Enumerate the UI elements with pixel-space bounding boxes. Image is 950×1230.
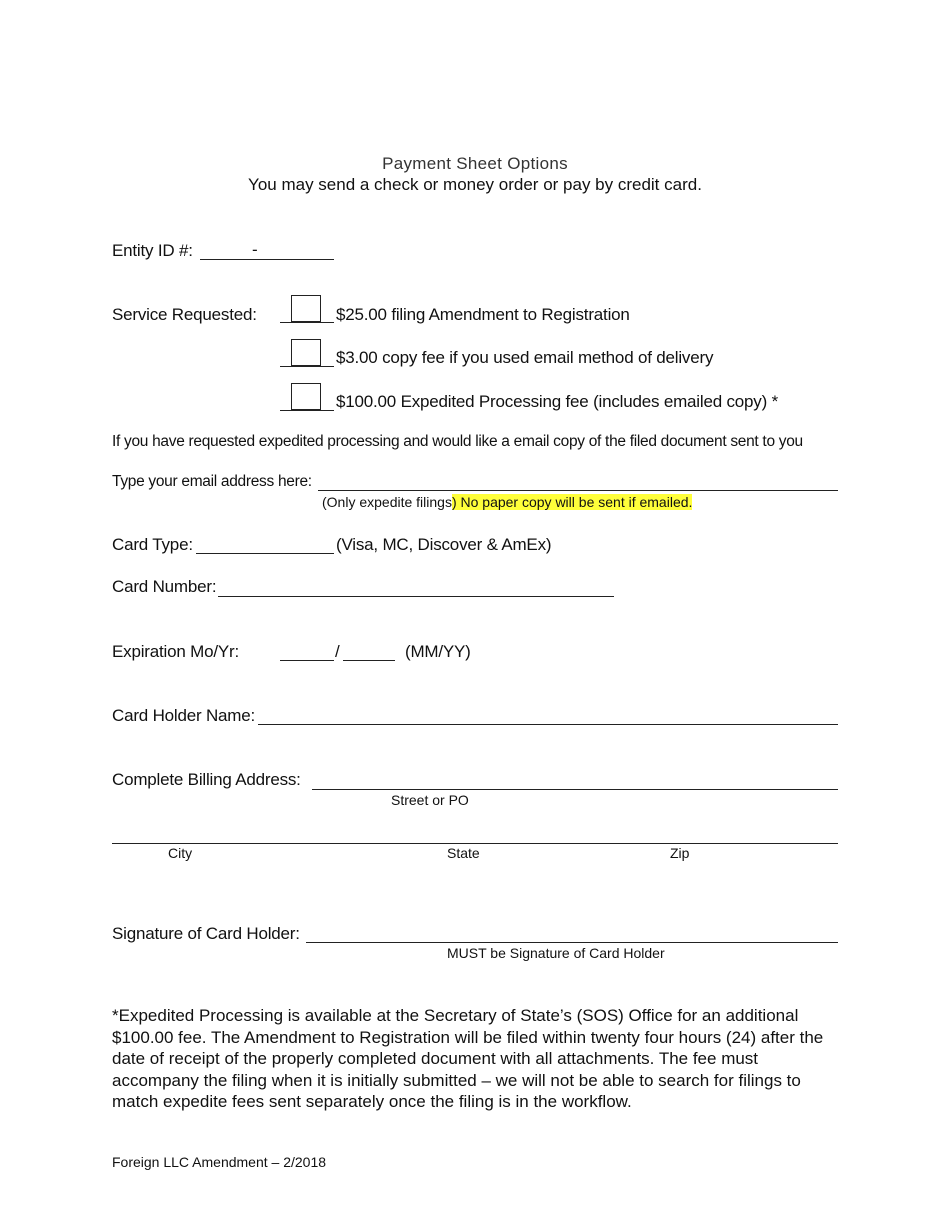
expedite-note: If you have requested expedited processing and would like a email copy of the filed document sent to you — [112, 433, 803, 450]
expiration-hint: (MM/YY) — [405, 642, 471, 661]
service-option-3-label: $100.00 Expedited Processing fee (includes emailed copy) * — [336, 392, 779, 411]
page-subtitle: You may send a check or money order or pay by credit card. — [248, 175, 702, 194]
billing-address-label: Complete Billing Address: — [112, 770, 301, 789]
expiration-slash: / — [335, 642, 340, 661]
service-option-3-checkbox[interactable] — [291, 383, 321, 410]
signature-caption: MUST be Signature of Card Holder — [447, 945, 665, 961]
expiration-year-input[interactable] — [343, 660, 395, 661]
card-number-input[interactable] — [218, 596, 614, 597]
service-option-3-line — [280, 410, 334, 411]
expedite-footnote: *Expedited Processing is available at the Secretary of State’s (SOS) Office for an additional $100.00 fee. The Amendment to Registration will be filed within twenty four hours (24) after the date of receipt of the properly completed document with all attachments. The fee must accompany the filing when it is initially submitted – we will not be able to search for filings to match expedite fees sent separately once the filing is in the workflow. — [112, 1006, 824, 1111]
entity-id-label: Entity ID #: — [112, 241, 193, 260]
service-option-2-checkbox[interactable] — [291, 339, 321, 366]
billing-street-caption: Street or PO — [391, 792, 469, 808]
form-footer: Foreign LLC Amendment – 2/2018 — [112, 1154, 327, 1170]
service-option-2-label: $3.00 copy fee if you used email method of delivery — [336, 348, 714, 367]
card-type-hint: (Visa, MC, Discover & AmEx) — [336, 535, 552, 554]
service-option-1-line — [280, 322, 334, 323]
card-holder-input[interactable] — [258, 724, 838, 725]
entity-id-field[interactable] — [200, 259, 334, 260]
service-option-2-line — [280, 366, 334, 367]
service-option-1-label: $25.00 filing Amendment to Registration — [336, 305, 630, 324]
billing-city-state-zip-input[interactable] — [112, 843, 838, 844]
signature-input[interactable] — [306, 942, 838, 943]
card-type-input[interactable] — [196, 553, 334, 554]
email-label: Type your email address here: — [112, 473, 312, 490]
billing-street-input[interactable] — [312, 789, 838, 790]
page-title: Payment Sheet Options — [382, 154, 568, 173]
email-note-plain: (Only expedite filings — [322, 494, 452, 510]
billing-zip-caption: Zip — [670, 845, 690, 861]
service-requested-label: Service Requested: — [112, 305, 257, 324]
card-holder-label: Card Holder Name: — [112, 706, 256, 725]
email-input[interactable] — [318, 490, 838, 491]
billing-state-caption: State — [447, 845, 480, 861]
card-type-label: Card Type: — [112, 535, 193, 554]
expiration-month-input[interactable] — [280, 660, 334, 661]
billing-city-caption: City — [168, 845, 193, 861]
email-note-highlight: ) No paper copy will be sent if emailed. — [451, 494, 693, 510]
expiration-label: Expiration Mo/Yr: — [112, 642, 239, 661]
service-option-1-checkbox[interactable] — [291, 295, 321, 322]
signature-label: Signature of Card Holder: — [112, 924, 300, 943]
entity-id-separator: - — [252, 240, 258, 259]
email-note — [322, 494, 692, 510]
card-number-label: Card Number: — [112, 577, 217, 596]
